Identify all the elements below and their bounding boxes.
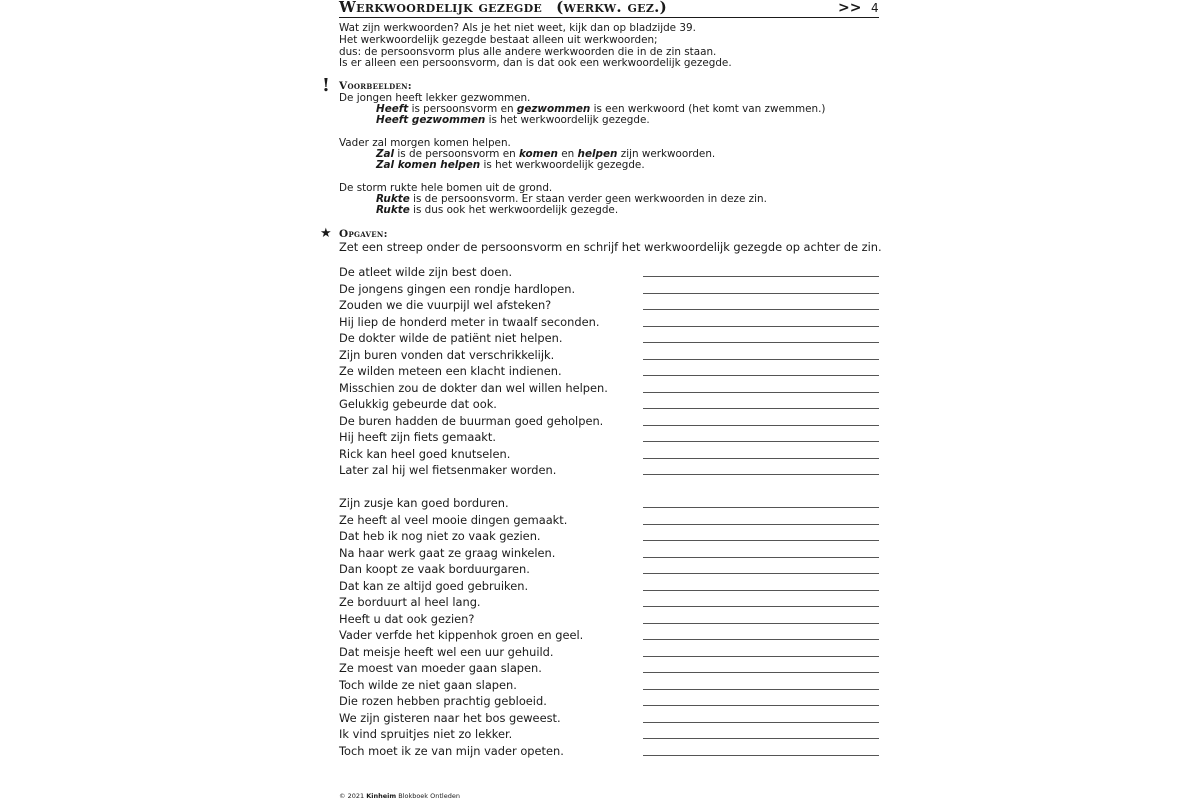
exercise-row [339, 743, 879, 760]
answer-line[interactable] [643, 276, 879, 277]
exercise-row [339, 495, 879, 512]
answer-line[interactable] [643, 293, 879, 294]
intro-line: Wat zijn werkwoorden? Als je het niet weet, kijk dan op bladzijde 39. [339, 22, 696, 34]
exercise-sentence: Ze heeft al veel mooie dingen gemaakt. [339, 512, 568, 527]
exercise-sentence: De jongens gingen een rondje hardlopen. [339, 281, 576, 296]
example-1 [339, 93, 825, 127]
answer-line[interactable] [643, 408, 879, 409]
exercise-row [339, 396, 879, 413]
exercise-sentence: Dat kan ze altijd goed gebruiken. [339, 578, 529, 593]
answer-line[interactable] [643, 375, 879, 376]
copyright: © 2021 [339, 792, 365, 800]
answer-line[interactable] [643, 672, 879, 673]
answer-line[interactable] [643, 722, 879, 723]
star-icon: ★ [320, 226, 332, 241]
answer-line[interactable] [643, 755, 879, 756]
exercise-row [339, 627, 879, 644]
exercise-row [339, 446, 879, 463]
answer-line[interactable] [643, 656, 879, 657]
example-explanation: Rukte is de persoonsvorm. Er staan verder geen werkwoorden in deze zin. [376, 193, 767, 206]
example-explanation: Rukte is dus ook het werkwoordelijk gezegde. [376, 204, 619, 217]
examples-heading: Voorbeelden: [339, 80, 412, 92]
answer-line[interactable] [643, 425, 879, 426]
intro-line: Het werkwoordelijk gezegde bestaat alleen uit werkwoorden; [339, 33, 658, 46]
exercise-sentence: Ik vind spruitjes niet zo lekker. [339, 727, 513, 741]
title-abbreviation: (werkw. gez.) [556, 0, 668, 16]
answer-line[interactable] [643, 359, 879, 360]
exercise-row [339, 561, 879, 578]
exercise-row [339, 594, 879, 611]
exercise-row [339, 660, 879, 677]
exercise-row [339, 726, 879, 743]
exercise-sentence: Die rozen hebben prachtig gebloeid. [339, 694, 547, 708]
footer [339, 792, 460, 800]
answer-line[interactable] [643, 689, 879, 690]
exercise-row [339, 677, 879, 694]
exercise-sentence: Rick kan heel goed knutselen. [339, 446, 511, 461]
exercise-sentence: Later zal hij wel fietsenmaker worden. [339, 463, 557, 477]
publisher-brand: Kinheim [366, 792, 397, 800]
exercise-row [339, 347, 879, 364]
exercise-group-1 [339, 264, 879, 479]
exercise-row [339, 611, 879, 628]
exercises-heading: Opgaven: [339, 228, 388, 240]
exercise-sentence: Toch wilde ze niet gaan slapen. [339, 677, 517, 692]
exercise-sentence: Zijn zusje kan goed borduren. [339, 496, 509, 510]
exercise-sentence: Heeft u dat ook gezien? [339, 611, 475, 626]
exercise-row [339, 578, 879, 595]
example-3 [339, 183, 767, 217]
exercise-row [339, 545, 879, 562]
answer-line[interactable] [643, 524, 879, 525]
exercise-row [339, 462, 879, 479]
intro-text [339, 23, 732, 70]
exercise-sentence: Ze moest van moeder gaan slapen. [339, 661, 542, 675]
answer-line[interactable] [643, 474, 879, 475]
exercise-row [339, 380, 879, 397]
answer-line[interactable] [643, 557, 879, 558]
answer-line[interactable] [643, 392, 879, 393]
example-explanation: Zal is de persoonsvorm en komen en helpen zijn werkwoorden. [376, 148, 716, 161]
answer-line[interactable] [643, 507, 879, 508]
exercise-row [339, 264, 879, 281]
exercise-sentence: Hij liep de honderd meter in twaalf seconden. [339, 314, 600, 329]
next-arrows: >> [838, 0, 862, 16]
page-title [339, 0, 667, 16]
example-2 [339, 138, 715, 172]
exercise-sentence: Toch moet ik ze van mijn vader opeten. [339, 743, 564, 758]
answer-line[interactable] [643, 705, 879, 706]
answer-line[interactable] [643, 342, 879, 343]
exercise-row [339, 413, 879, 430]
exercise-sentence: Ze borduurt al heel lang. [339, 595, 481, 609]
answer-line[interactable] [643, 738, 879, 739]
answer-line[interactable] [643, 326, 879, 327]
example-explanation: Heeft gezwommen is het werkwoordelijk gezegde. [376, 114, 650, 127]
answer-line[interactable] [643, 573, 879, 574]
answer-line[interactable] [643, 623, 879, 624]
exercise-sentence: Misschien zou de dokter dan wel willen helpen. [339, 380, 608, 395]
example-sentence: Vader zal morgen komen helpen. [339, 137, 511, 149]
header-rule [339, 17, 879, 18]
exercise-sentence: Na haar werk gaat ze graag winkelen. [339, 545, 556, 560]
exercise-sentence: Dat meisje heeft wel een uur gehuild. [339, 644, 554, 659]
exercise-sentence: De buren hadden de buurman goed geholpen. [339, 413, 604, 428]
exercise-sentence: De dokter wilde de patiënt niet helpen. [339, 331, 563, 345]
exclamation-icon: ! [322, 75, 330, 96]
title-text: Werkwoordelijk gezegde [339, 0, 543, 16]
exercise-sentence: Dan koopt ze vaak borduurgaren. [339, 562, 530, 576]
example-sentence: De storm rukte hele bomen uit de grond. [339, 182, 553, 194]
example-explanation: Heeft is persoonsvorm en gezwommen is een werkwoord (het komt van zwemmen.) [376, 103, 826, 116]
exercise-row [339, 314, 879, 331]
exercise-group-2 [339, 495, 879, 759]
exercise-row [339, 281, 879, 298]
exercise-sentence: Zijn buren vonden dat verschrikkelijk. [339, 347, 555, 362]
exercise-sentence: Vader verfde het kippenhok groen en geel. [339, 628, 584, 642]
example-sentence: De jongen heeft lekker gezwommen. [339, 92, 531, 104]
exercise-sentence: Ze wilden meteen een klacht indienen. [339, 364, 562, 378]
exercise-sentence: Gelukkig gebeurde dat ook. [339, 397, 497, 411]
exercise-row [339, 429, 879, 446]
exercise-sentence: We zijn gisteren naar het bos geweest. [339, 710, 561, 725]
exercise-row [339, 528, 879, 545]
answer-line[interactable] [643, 590, 879, 591]
exercise-row [339, 512, 879, 529]
answer-line[interactable] [643, 606, 879, 607]
page-number: 4 [871, 1, 879, 15]
exercise-sentence: De atleet wilde zijn best doen. [339, 265, 513, 279]
exercise-instruction: Zet een streep onder de persoonsvorm en schrijf het werkwoordelijk gezegde op achter de zin. [339, 240, 882, 254]
answer-line[interactable] [643, 309, 879, 310]
intro-line: Is er alleen een persoonsvorm, dan is dat ook een werkwoordelijk gezegde. [339, 57, 732, 70]
book-title: Blokboek Ontleden [398, 792, 460, 800]
exercise-row [339, 710, 879, 727]
exercise-sentence: Zouden we die vuurpijl wel afsteken? [339, 298, 552, 312]
example-explanation: Zal komen helpen is het werkwoordelijk gezegde. [376, 159, 645, 172]
exercise-row [339, 644, 879, 661]
exercise-row [339, 330, 879, 347]
exercise-row [339, 693, 879, 710]
answer-line[interactable] [643, 458, 879, 459]
intro-line: dus: de persoonsvorm plus alle andere werkwoorden die in de zin staan. [339, 45, 717, 58]
answer-line[interactable] [643, 639, 879, 640]
exercise-row [339, 363, 879, 380]
exercise-sentence: Dat heb ik nog niet zo vaak gezien. [339, 529, 541, 543]
answer-line[interactable] [643, 540, 879, 541]
exercise-row [339, 297, 879, 314]
answer-line[interactable] [643, 441, 879, 442]
exercise-sentence: Hij heeft zijn fiets gemaakt. [339, 430, 496, 444]
